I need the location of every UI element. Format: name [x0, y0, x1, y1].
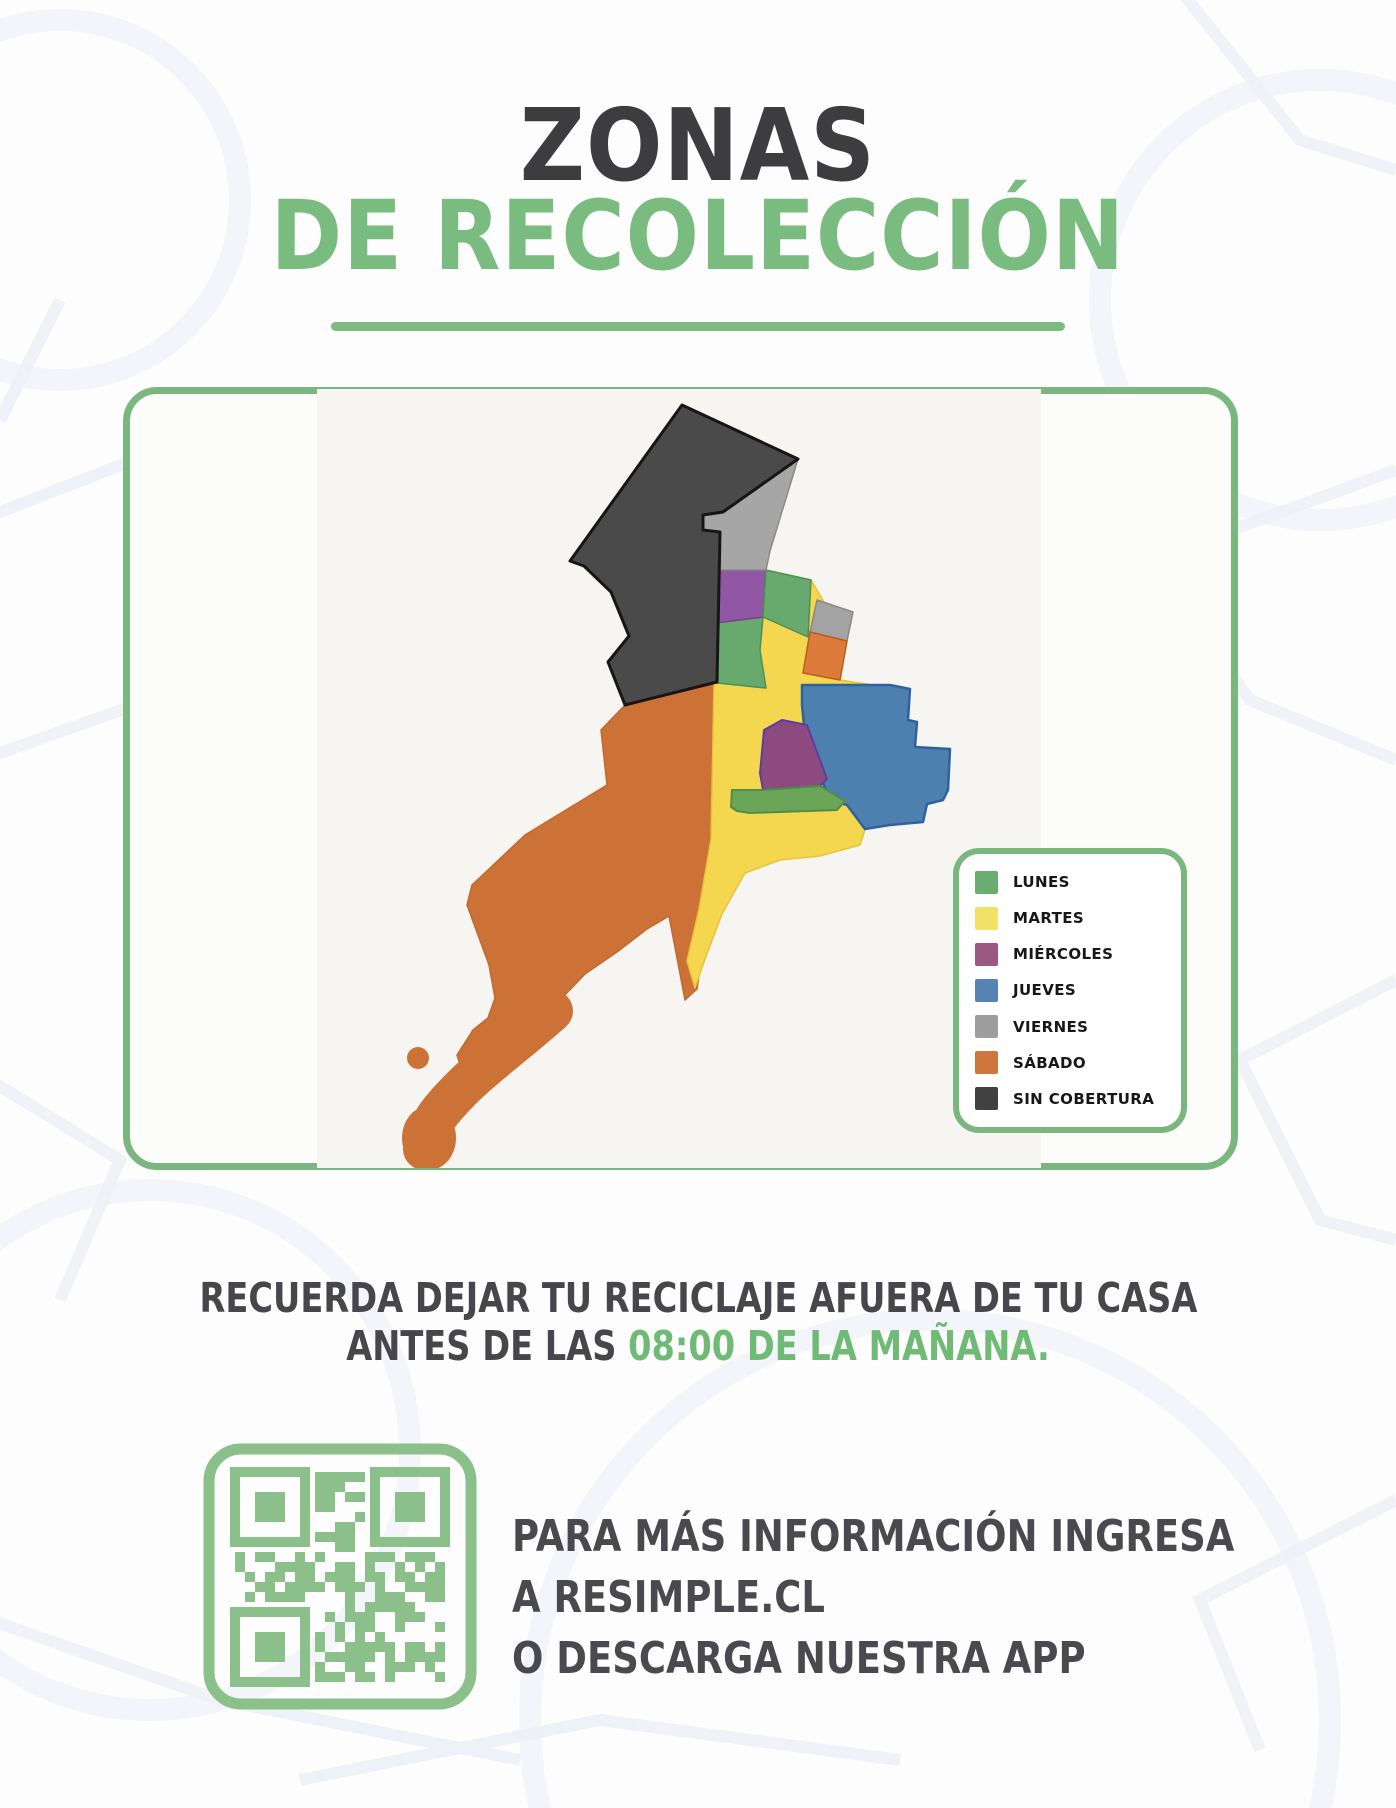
legend-color-swatch — [975, 1015, 998, 1038]
zone-sabado-tail-blob — [402, 1106, 456, 1168]
legend-item — [975, 1009, 1181, 1045]
legend-label: JUEVES — [1013, 981, 1077, 1000]
legend-item — [975, 1045, 1181, 1081]
zone-lunes-franja — [731, 786, 845, 813]
legend-item — [975, 1081, 1181, 1117]
info-line3: O DESCARGA NUESTRA APP — [512, 1633, 1086, 1684]
zone-lunes-centro — [716, 617, 766, 688]
legend-item — [975, 936, 1181, 972]
legend-item — [975, 900, 1181, 936]
info-line1: PARA MÁS INFORMACIÓN INGRESA — [512, 1511, 1235, 1562]
legend-item — [975, 972, 1181, 1008]
legend-item — [975, 864, 1181, 900]
legend-color-swatch — [975, 907, 998, 930]
legend-label: VIERNES — [1013, 1017, 1089, 1036]
zone-sabado-este — [803, 632, 847, 680]
reminder-line1: RECUERDA DEJAR TU RECICLAJE AFUERA DE TU CASA — [199, 1274, 1197, 1322]
legend-label: SÁBADO — [1013, 1053, 1087, 1072]
legend-color-swatch — [975, 943, 998, 966]
qr-code — [203, 1443, 477, 1710]
legend-color-swatch — [975, 1051, 998, 1074]
page-title-line1: ZONAS — [519, 87, 877, 204]
legend-label: MARTES — [1013, 909, 1085, 928]
reminder-time-highlight: 08:00 DE LA MAÑANA. — [628, 1322, 1050, 1370]
legend-label: MIÉRCOLES — [1013, 945, 1114, 964]
reminder-text — [0, 1274, 1396, 1370]
legend-color-swatch — [975, 871, 998, 894]
legend-color-swatch — [975, 979, 998, 1002]
zone-sabado-nub — [407, 1047, 429, 1069]
reminder-line2-prefix: ANTES DE LAS — [346, 1322, 629, 1370]
legend-label: SIN COBERTURA — [1013, 1089, 1155, 1108]
zone-miercoles-norte — [716, 570, 766, 623]
legend-label: LUNES — [1013, 873, 1070, 892]
legend-color-swatch — [975, 1087, 998, 1110]
title-underline — [331, 322, 1065, 331]
info-line2: A RESIMPLE.CL — [512, 1572, 825, 1623]
map-legend — [953, 848, 1187, 1133]
page-title-line2: DE RECOLECCIÓN — [270, 180, 1126, 292]
info-text-block — [512, 1506, 1272, 1689]
collection-zones-map — [317, 389, 1041, 1168]
